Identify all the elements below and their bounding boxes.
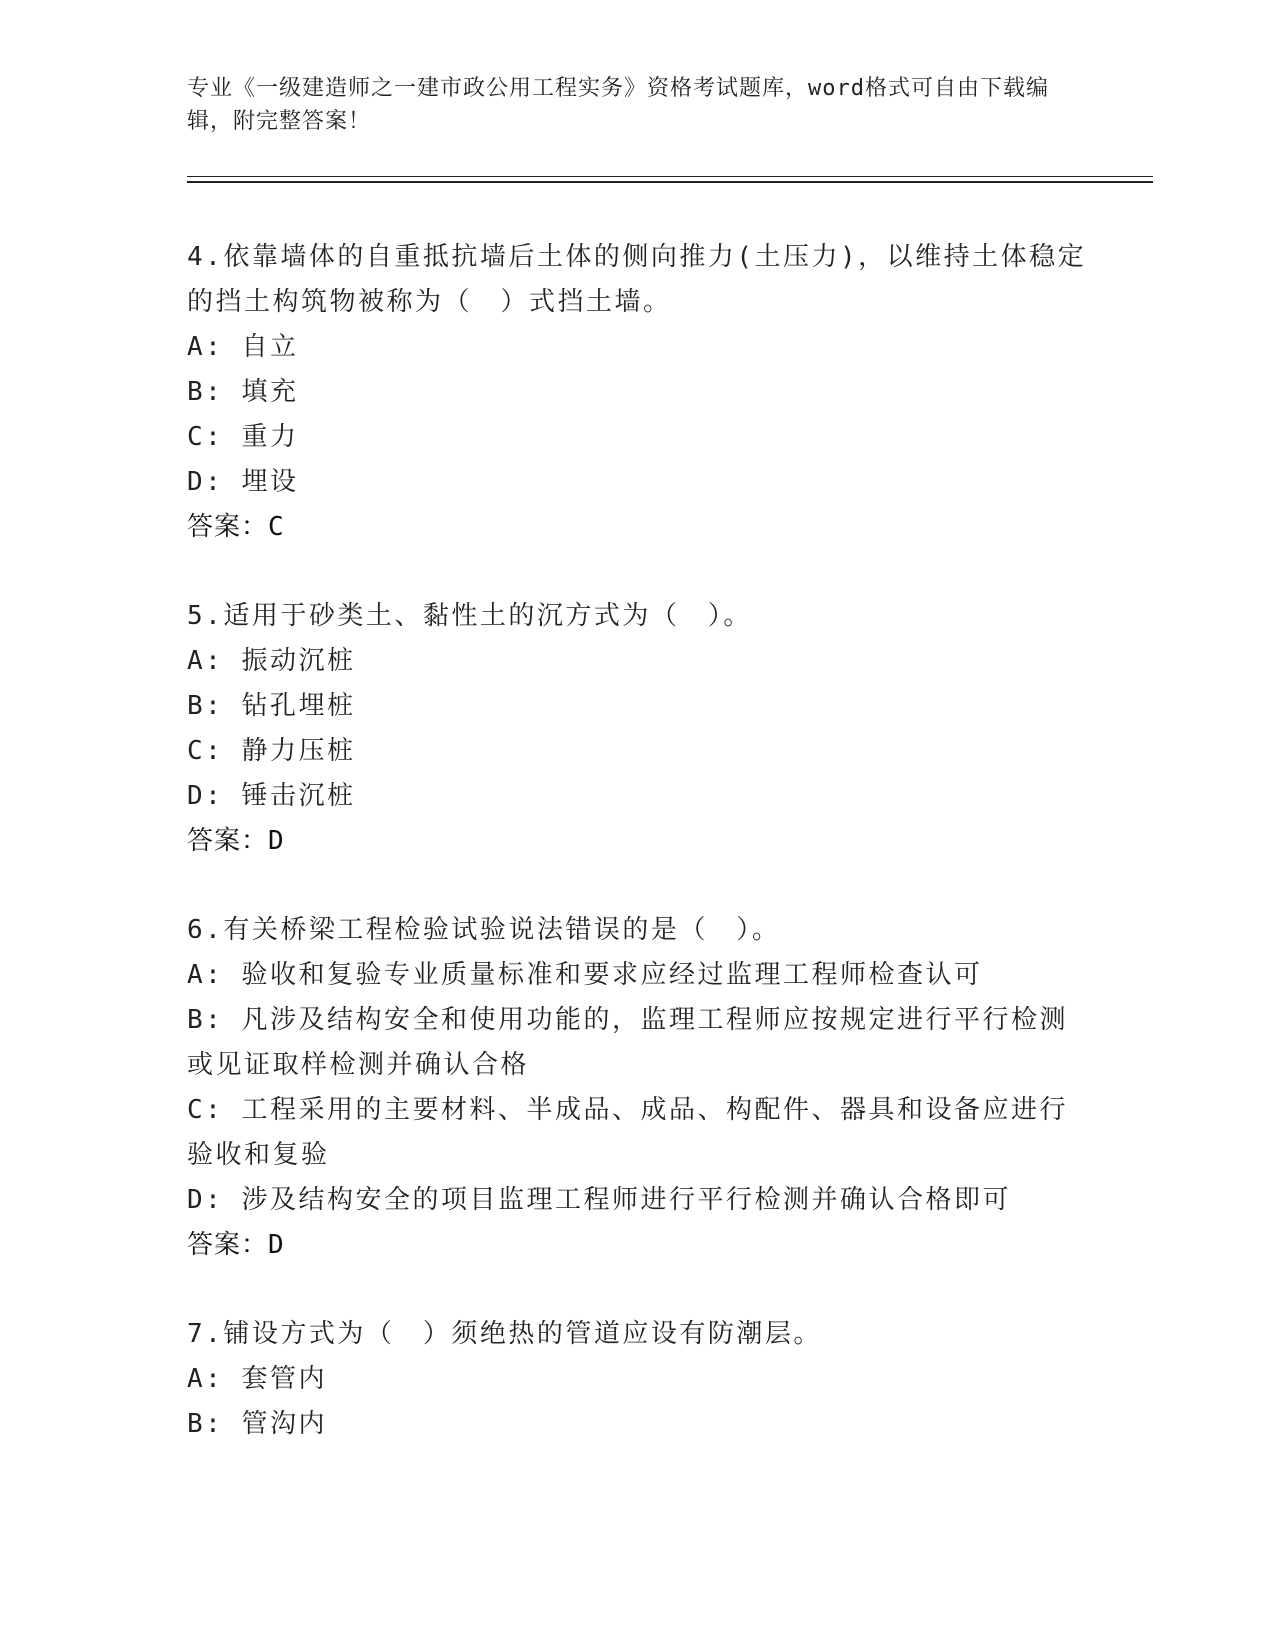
question-7 — [187, 1312, 1087, 1447]
answer-line: 答案：C — [187, 512, 285, 542]
question-number: 7. — [187, 1319, 224, 1349]
question-stem: 铺设方式为（ ）须绝热的管道应设有防潮层。 — [223, 1319, 822, 1349]
answer-line: 答案：D — [187, 1230, 285, 1260]
question-stem: 依靠墙体的自重抵抗墙后土体的侧向推力(土压力)，以维持土体稳定的挡土构筑物被称为（ ）式挡土墙。 — [187, 242, 1087, 317]
option-d — [187, 774, 1087, 819]
answer-line: 答案：D — [187, 826, 285, 856]
question-text — [187, 235, 1087, 325]
option-label: A: — [187, 960, 224, 990]
option-a — [187, 1357, 1087, 1402]
question-list — [187, 235, 1087, 1491]
option-label: B: — [187, 1005, 224, 1035]
option-text: 埋设 — [241, 467, 299, 497]
option-text: 工程采用的主要材料、半成品、成品、构配件、器具和设备应进行验收和复验 — [187, 1095, 1068, 1170]
option-b — [187, 370, 1087, 415]
option-d — [187, 460, 1087, 505]
option-label: A: — [187, 332, 224, 362]
option-text: 凡涉及结构安全和使用功能的，监理工程师应按规定进行平行检测或见证取样检测并确认合格 — [187, 1005, 1068, 1080]
option-b — [187, 1402, 1087, 1447]
question-text — [187, 1312, 1087, 1357]
question-number: 4. — [187, 242, 224, 272]
option-c — [187, 415, 1087, 460]
option-c — [187, 729, 1087, 774]
option-text: 静力压桩 — [241, 736, 356, 766]
option-text: 套管内 — [241, 1364, 327, 1394]
option-text: 涉及结构安全的项目监理工程师进行平行检测并确认合格即可 — [241, 1185, 1011, 1215]
option-a — [187, 325, 1087, 370]
option-label: D: — [187, 467, 224, 497]
question-number: 6. — [187, 915, 224, 945]
option-label: C: — [187, 1095, 224, 1125]
option-text: 重力 — [241, 422, 299, 452]
question-4 — [187, 235, 1087, 550]
option-label: C: — [187, 422, 224, 452]
option-label: A: — [187, 1364, 224, 1394]
option-text: 验收和复验专业质量标准和要求应经过监理工程师检查认可 — [241, 960, 983, 990]
header-rule-thick — [187, 181, 1153, 183]
option-b — [187, 684, 1087, 729]
question-text — [187, 594, 1087, 639]
option-d — [187, 1178, 1087, 1223]
option-label: D: — [187, 1185, 224, 1215]
question-stem: 有关桥梁工程检验试验说法错误的是（ ）。 — [223, 915, 781, 945]
option-label: B: — [187, 377, 224, 407]
option-label: B: — [187, 1409, 224, 1439]
question-text — [187, 908, 1087, 953]
question-number: 5. — [187, 601, 224, 631]
option-a — [187, 953, 1087, 998]
option-text: 填充 — [241, 377, 299, 407]
document-header: 专业《一级建造师之一建市政公用工程实务》资格考试题库，word格式可自由下载编辑，附完整答案！ — [187, 76, 1049, 134]
option-text: 锤击沉桩 — [241, 781, 356, 811]
option-label: D: — [187, 781, 224, 811]
option-text: 钻孔埋桩 — [241, 691, 356, 721]
option-label: B: — [187, 691, 224, 721]
option-label: A: — [187, 646, 224, 676]
question-5 — [187, 594, 1087, 864]
option-c — [187, 1088, 1087, 1178]
question-stem: 适用于砂类土、黏性土的沉方式为（ ）。 — [223, 601, 752, 631]
option-b — [187, 998, 1087, 1088]
header-rule-thin — [187, 176, 1153, 177]
option-a — [187, 639, 1087, 684]
option-text: 管沟内 — [241, 1409, 327, 1439]
option-text: 自立 — [241, 332, 299, 362]
option-label: C: — [187, 736, 224, 766]
question-6 — [187, 908, 1087, 1268]
option-text: 振动沉桩 — [241, 646, 356, 676]
